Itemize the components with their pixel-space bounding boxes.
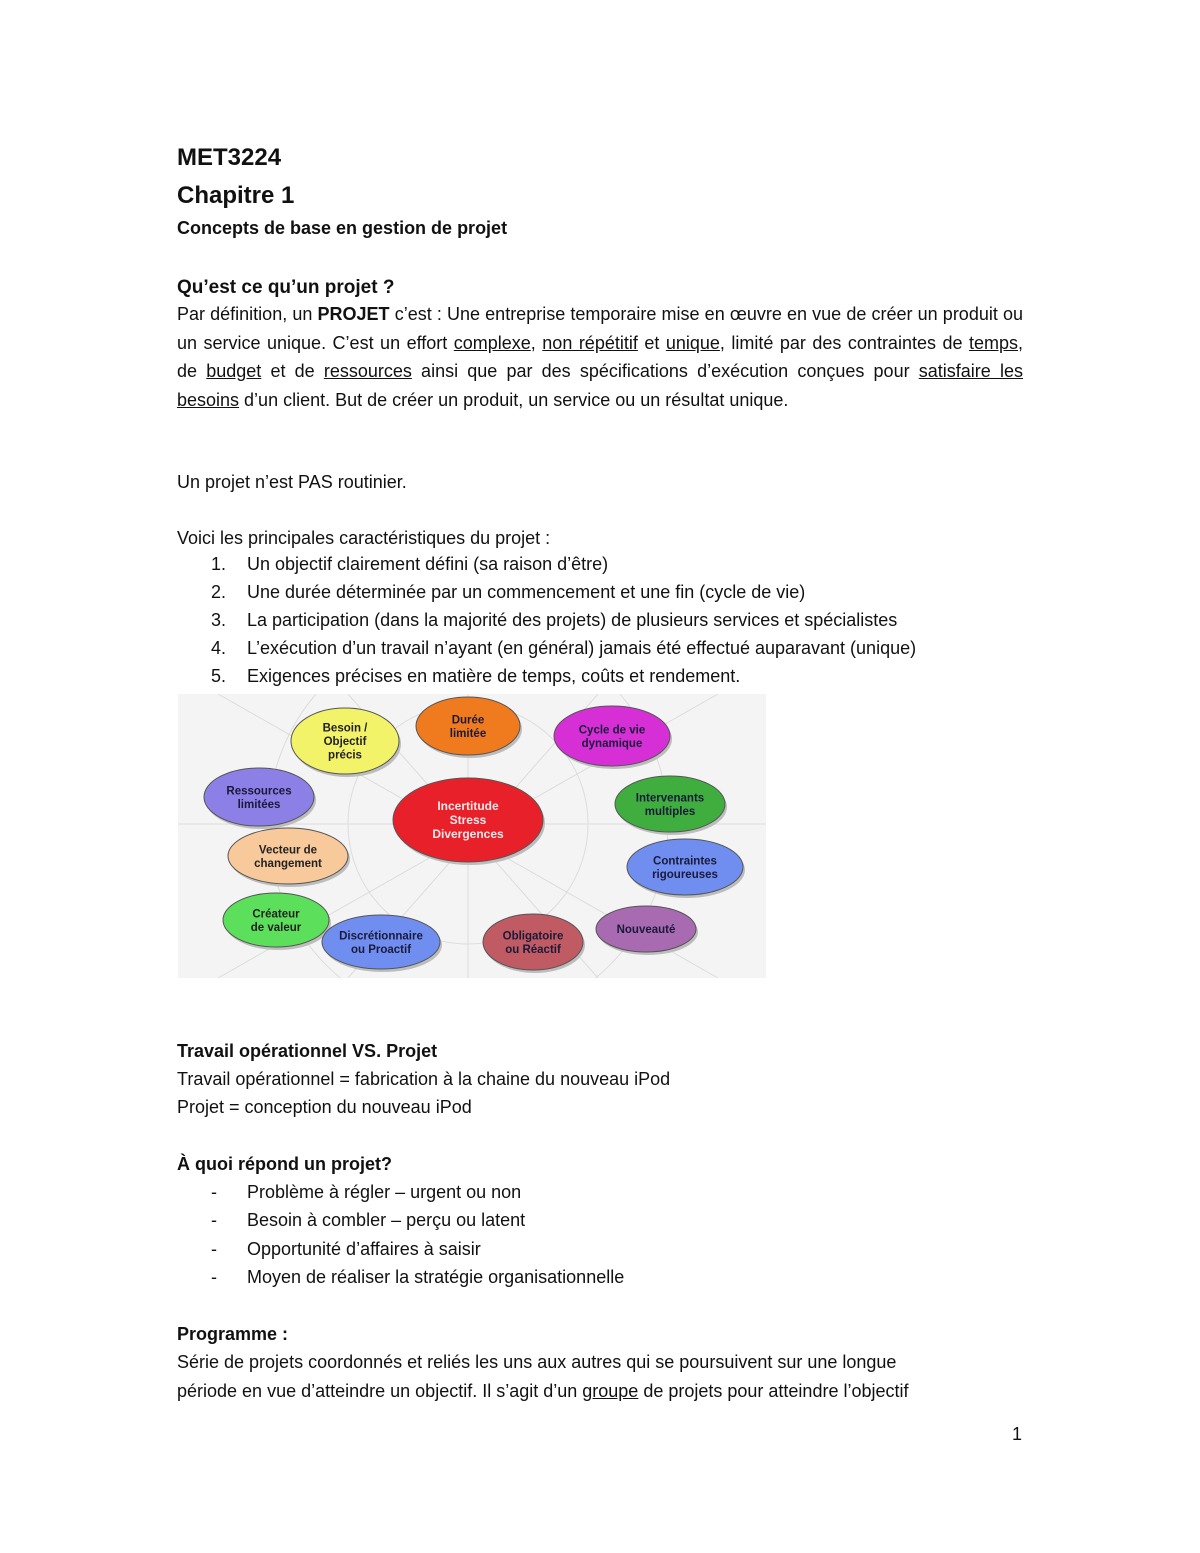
bubble-label: de valeur bbox=[250, 921, 302, 934]
dash-bullet: - bbox=[211, 1182, 217, 1202]
course-code: MET3224 bbox=[177, 144, 282, 171]
section-title-what-is-project: Qu’est ce qu’un projet ? bbox=[177, 277, 395, 298]
chapter-title: Chapitre 1 bbox=[177, 182, 295, 209]
project-characteristics-diagram bbox=[178, 694, 766, 978]
bubble-2 bbox=[416, 697, 522, 758]
section-title-program: Programme : bbox=[177, 1324, 289, 1344]
list-text: Un objectif clairement défini (sa raison d’être) bbox=[247, 554, 609, 574]
project-line: Projet = conception du nouveau iPod bbox=[177, 1097, 472, 1117]
bubble-label: Contraintes bbox=[653, 855, 717, 868]
bubble-layer bbox=[204, 697, 745, 973]
list-text: Exigences précises en matière de temps, coûts et rendement. bbox=[247, 666, 741, 686]
bubble-6 bbox=[228, 828, 350, 887]
program-line-2 bbox=[177, 1377, 909, 1405]
program-text: période en vue d’atteindre un objectif. Il s’agit d’un bbox=[177, 1381, 583, 1401]
list-text: La participation (dans la majorité des projets) de plusieurs services et spécialistes bbox=[247, 610, 898, 630]
list-number: 4. bbox=[211, 638, 227, 658]
bubble-label: rigoureuses bbox=[652, 868, 718, 881]
chapter-subtitle: Concepts de base en gestion de projet bbox=[177, 218, 508, 238]
bubble-1 bbox=[291, 708, 401, 777]
dash-bullet: - bbox=[211, 1239, 217, 1259]
bubble-label: limitées bbox=[237, 798, 281, 811]
not-routine-text: Un projet n’est PAS routinier. bbox=[177, 472, 407, 492]
bubble-label: Créateur bbox=[252, 908, 300, 921]
def-underlined: temps bbox=[968, 332, 1018, 353]
bubble-label: dynamique bbox=[581, 737, 643, 750]
def-text: et de bbox=[261, 361, 324, 381]
bubble-label: Ressources bbox=[226, 785, 292, 798]
def-underlined: budget bbox=[206, 361, 262, 381]
program-text: de projets pour atteindre l’objectif bbox=[638, 1381, 909, 1401]
def-text: d’un client. But de créer un produit, un service ou un résultat unique. bbox=[239, 389, 789, 410]
def-text: c’est : Une entreprise temporaire mise en œuvre en vue de créer un produit ou un service unique. C’est un effort bbox=[177, 304, 1024, 353]
bubble-label: Cycle de vie bbox=[578, 724, 646, 737]
bubble-label: Durée bbox=[451, 714, 485, 727]
program-line-1: Série de projets coordonnés et reliés les uns aux autres qui se poursuivent sur une longue bbox=[177, 1352, 897, 1372]
characteristics-intro: Voici les principales caractéristiques du projet : bbox=[177, 528, 551, 548]
bubble-5 bbox=[615, 776, 727, 835]
list-number: 2. bbox=[211, 582, 227, 602]
list-text: Problème à régler – urgent ou non bbox=[247, 1182, 522, 1202]
ops-line: Travail opérationnel = fabrication à la chaine du nouveau iPod bbox=[177, 1069, 671, 1089]
bubble-label: Stress bbox=[449, 813, 487, 828]
section-title-what-answers: À quoi répond un projet? bbox=[177, 1154, 392, 1174]
def-text: , limité par des contraintes de bbox=[719, 332, 969, 353]
list-number: 3. bbox=[211, 610, 227, 630]
center-bubble bbox=[393, 778, 545, 865]
def-underlined: satisfaire les besoins bbox=[177, 361, 1023, 410]
bubble-label: Incertitude bbox=[437, 799, 499, 814]
bubble-10 bbox=[483, 914, 585, 973]
list-number: 1. bbox=[211, 554, 227, 574]
bubble-label: limitée bbox=[449, 727, 487, 740]
list-number: 5. bbox=[211, 666, 227, 686]
bubble-label: Besoin / bbox=[322, 722, 368, 735]
list-text: Opportunité d’affaires à saisir bbox=[247, 1239, 481, 1259]
def-project-word: PROJET bbox=[317, 304, 390, 324]
dash-bullet: - bbox=[211, 1210, 217, 1230]
bubble-label: Nouveauté bbox=[616, 924, 676, 937]
bubble-label: changement bbox=[254, 857, 322, 870]
def-underlined: unique bbox=[665, 332, 720, 353]
def-underlined: complexe bbox=[453, 332, 531, 353]
def-text: , de bbox=[177, 332, 1024, 381]
bubble-label: Discrétionnaire bbox=[339, 930, 423, 943]
section-title-ops-vs-project: Travail opérationnel VS. Projet bbox=[177, 1041, 438, 1061]
def-underlined: ressources bbox=[323, 361, 412, 381]
bubble-label: Objectif bbox=[323, 736, 367, 749]
page-number: 1 bbox=[1012, 1424, 1023, 1444]
bubble-label: ou Réactif bbox=[505, 943, 561, 956]
list-text: Moyen de réaliser la stratégie organisationnelle bbox=[247, 1267, 625, 1287]
bubble-label: ou Proactif bbox=[350, 943, 412, 956]
bubble-9 bbox=[322, 915, 442, 972]
bubble-label: Divergences bbox=[432, 827, 504, 842]
bubble-label: Intervenants bbox=[635, 792, 705, 805]
list-text: Une durée déterminée par un commencement et une fin (cycle de vie) bbox=[247, 582, 806, 602]
bubble-7 bbox=[627, 839, 745, 898]
def-underlined: non répétitif bbox=[542, 332, 638, 353]
diagram-canvas bbox=[178, 694, 766, 978]
def-text: ainsi que par des spécifications d’exécution conçues pour bbox=[411, 361, 919, 381]
bubble-8 bbox=[223, 893, 331, 950]
bubble-4 bbox=[204, 768, 316, 829]
def-text: , bbox=[530, 332, 543, 353]
list-text: L’exécution d’un travail n’ayant (en général) jamais été effectué auparavant (unique) bbox=[247, 638, 917, 658]
def-text: et bbox=[637, 332, 666, 353]
bubble-label: Obligatoire bbox=[502, 930, 564, 943]
def-text: Par définition, un bbox=[177, 304, 318, 324]
list-text: Besoin à combler – perçu ou latent bbox=[247, 1210, 526, 1230]
bubble-3 bbox=[554, 706, 672, 769]
bubble-label: multiples bbox=[644, 805, 696, 818]
bubble-11 bbox=[596, 906, 698, 955]
program-underlined: groupe bbox=[582, 1381, 639, 1401]
dash-bullet: - bbox=[211, 1267, 217, 1287]
definition-paragraph bbox=[177, 300, 1023, 414]
bubble-label: Vecteur de bbox=[258, 844, 318, 857]
bubble-label: précis bbox=[328, 749, 362, 762]
